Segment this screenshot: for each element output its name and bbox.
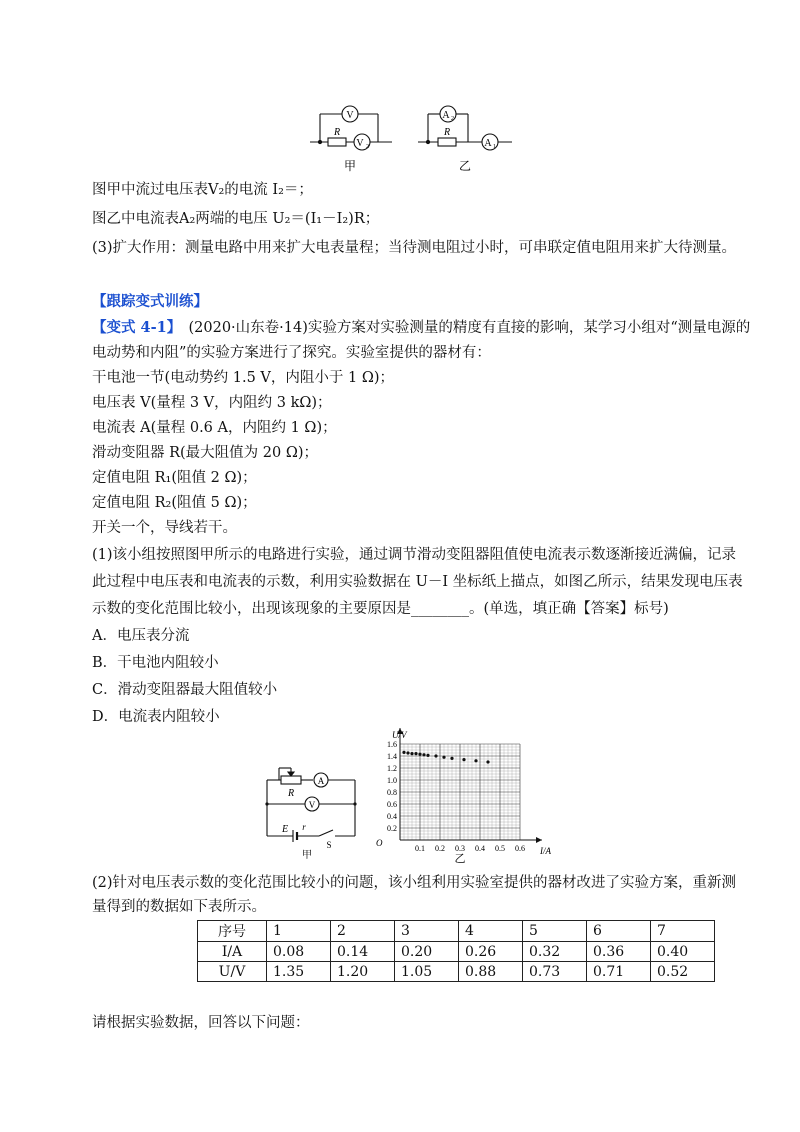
x-tick-label: 0.3 <box>455 844 465 853</box>
circuit2-ammeter-label: A <box>317 776 325 786</box>
data-point <box>474 759 477 762</box>
variant-tag: 【变式 4-1】 <box>92 319 174 336</box>
y-tick-label: 0.2 <box>387 824 397 833</box>
y-tick-label: 1.0 <box>387 776 397 785</box>
x-axis-arrow <box>536 837 542 843</box>
circuit2-voltmeter-label: V <box>308 800 316 810</box>
table-cell: 0.14 <box>331 942 395 962</box>
text-line-21: 量得到的数据如下表所示。 <box>92 899 266 915</box>
table-row <box>198 942 715 962</box>
text-line-9: 滑动变阻器 R(最大阻值为 20 Ω)； <box>92 445 319 461</box>
table-cell: 0.32 <box>523 942 587 962</box>
data-point <box>426 754 429 757</box>
y-tick-label: 1.2 <box>387 764 397 773</box>
text-line-10: 定值电阻 R₁(阻值 2 Ω)； <box>92 470 257 486</box>
section-heading: 【跟踪变式训练】 <box>92 293 208 310</box>
data-point <box>450 757 453 760</box>
table-cell: 1.35 <box>267 962 331 982</box>
text-line-20: (2)针对电压表示数的变化范围比较小的问题，该小组利用实验室提供的器材改进了实验方案，重新测 <box>92 875 737 891</box>
chart-points <box>402 751 489 764</box>
text-line-8: 电流表 A(量程 0.6 A，内阻约 1 Ω)； <box>92 420 337 436</box>
table-cell: 0.71 <box>587 962 651 982</box>
table-cell: 7 <box>651 921 715 942</box>
jia-meter2-sub: 2 <box>366 144 369 150</box>
text-line-5: 电动势和内阻”的实验方案进行了探究。实验室提供的器材有： <box>92 345 491 361</box>
circuit2-r-label: R <box>287 788 295 799</box>
x-tick-label: 0.2 <box>435 844 445 853</box>
option-a: A．电压表分流 <box>92 628 190 644</box>
x-tick-label: 0.4 <box>475 844 485 853</box>
table-cell: 3 <box>395 921 459 942</box>
table-row-header: I/A <box>198 942 267 962</box>
table-cell: 6 <box>587 921 651 942</box>
junction-dot-left <box>265 802 268 805</box>
jia-caption: 甲 <box>343 159 357 173</box>
option-c: C．滑动变阻器最大阻值较小 <box>92 682 278 698</box>
option-b: B．干电池内阻较小 <box>92 655 219 671</box>
circuit2-emf-label: E <box>281 824 289 835</box>
table-row-header: U/V <box>198 962 267 982</box>
chart-ylabel: U/V <box>392 730 407 740</box>
yi-meter1-label: A <box>442 110 450 121</box>
table-cell: 0.73 <box>523 962 587 982</box>
text-line-3: (3)扩大作用：测量电路中用来扩大电表量程；当待测电阻过小时，可串联定值电阻用来扩大待测量。 <box>92 240 737 256</box>
circuit2-internal-label: r <box>302 822 306 832</box>
chart-xlabel: I/A <box>540 846 551 856</box>
data-point <box>418 753 421 756</box>
table-cell: 2 <box>331 921 395 942</box>
junction-dot-right <box>353 802 356 805</box>
y-tick-label: 1.4 <box>387 752 397 761</box>
table-cell: 0.88 <box>459 962 523 982</box>
table-row-header: 序号 <box>198 921 267 942</box>
data-point <box>442 756 445 759</box>
table-cell: 0.36 <box>587 942 651 962</box>
variant-text: (2020·山东卷·14)实验方案对实验测量的精度有直接的影响，某学习小组对“测量电源的 <box>174 320 751 336</box>
x-tick-label: 0.1 <box>415 844 425 853</box>
table-cell: 0.08 <box>267 942 331 962</box>
jia-meter1-label: V <box>346 110 354 121</box>
text-line-15: 示数的变化范围比较小，出现该现象的主要原因是________。(单选，填正确【答案】标号) <box>92 601 669 617</box>
chart-origin: O <box>376 838 383 848</box>
table-cell: 0.52 <box>651 962 715 982</box>
text-line-1: 图甲中流过电压表V₂的电流 I₂＝； <box>92 182 313 198</box>
y-tick-label: 1.6 <box>387 740 397 749</box>
text-line-11: 定值电阻 R₂(阻值 5 Ω)； <box>92 495 257 511</box>
data-table <box>197 920 715 982</box>
jia-resistor-label: R <box>333 127 341 138</box>
table-cell: 5 <box>523 921 587 942</box>
text-line-13: (1)该小组按照图甲所示的电路进行实验，通过调节滑动变阻器阻值使电流表示数逐渐接近满偏，记录 <box>92 547 737 563</box>
option-d: D．电流表内阻较小 <box>92 709 220 725</box>
y-tick-label: 0.8 <box>387 788 397 797</box>
circuit-yi <box>418 106 512 150</box>
data-point <box>434 754 437 757</box>
data-point <box>402 751 405 754</box>
chart-grid-major <box>400 744 520 840</box>
table-cell: 0.20 <box>395 942 459 962</box>
y-tick-label: 0.4 <box>387 812 397 821</box>
yi-meter2-sub: 1 <box>493 144 496 150</box>
circuit2-caption: 甲 <box>302 850 312 860</box>
yi-caption: 乙 <box>458 159 472 173</box>
data-point <box>410 752 413 755</box>
table-cell: 1.20 <box>331 962 395 982</box>
x-tick-label: 0.5 <box>495 844 505 853</box>
variant-line <box>92 318 750 338</box>
table-row <box>198 921 715 942</box>
circuit2-switch-label: S <box>326 840 332 850</box>
table-row <box>198 962 715 982</box>
top-circuit-figure <box>300 98 520 178</box>
yi-meter1-sub: 2 <box>451 116 454 122</box>
text-line-22: 请根据实验数据，回答以下问题： <box>92 1015 310 1031</box>
table-cell: 4 <box>459 921 523 942</box>
yi-meter2-label: A <box>484 138 492 149</box>
table-cell: 1 <box>267 921 331 942</box>
chart-caption: 乙 <box>454 853 466 865</box>
text-line-6: 干电池一节(电动势约 1.5 V，内阻小于 1 Ω)； <box>92 370 395 386</box>
table-cell: 0.40 <box>651 942 715 962</box>
yi-resistor-label: R <box>443 127 451 138</box>
data-point <box>486 760 489 763</box>
table-cell: 1.05 <box>395 962 459 982</box>
jia-meter2-label: V <box>356 138 364 149</box>
y-tick-label: 0.6 <box>387 800 397 809</box>
text-line-7: 电压表 V(量程 3 V，内阻约 3 kΩ)； <box>92 395 332 411</box>
data-point <box>422 753 425 756</box>
text-line-14: 此过程中电压表和电流表的示数，利用实验数据在 U－I 坐标纸上描点，如图乙所示，结果发现电压表 <box>92 574 743 590</box>
ui-chart <box>370 722 570 867</box>
data-point <box>406 751 409 754</box>
circuit-diagram-2 <box>255 760 370 860</box>
text-line-12: 开关一个，导线若干。 <box>92 520 237 536</box>
text-line-2: 图乙中电流表A₂两端的电压 U₂＝(I₁－I₂)R； <box>92 211 380 227</box>
data-point <box>414 752 417 755</box>
data-point <box>462 758 465 761</box>
table-cell: 0.26 <box>459 942 523 962</box>
x-tick-label: 0.6 <box>515 844 525 853</box>
